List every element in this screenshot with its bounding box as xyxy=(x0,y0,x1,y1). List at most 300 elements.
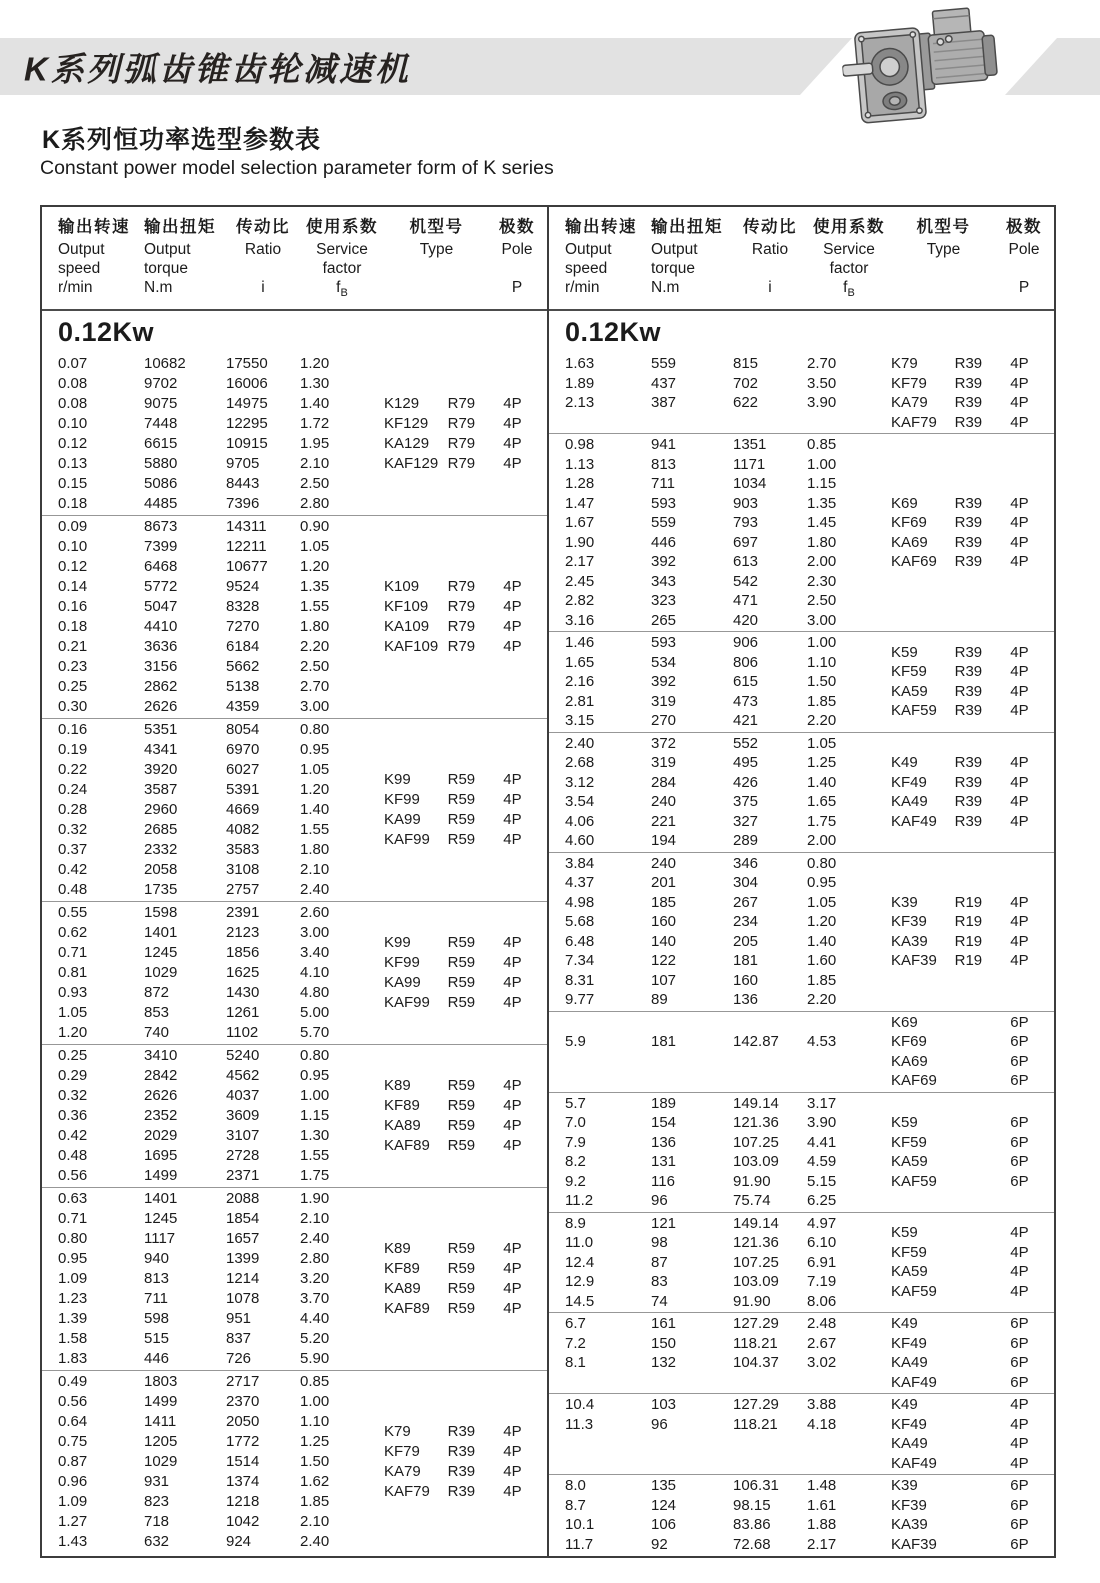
type-list xyxy=(891,1476,1054,1554)
type-name: KA129 xyxy=(384,435,430,452)
torque-value: 9702 xyxy=(144,375,178,392)
torque-value xyxy=(651,1373,733,1393)
column-header-speed xyxy=(58,218,144,309)
column-header-en: Output xyxy=(144,241,191,258)
ratio-value: 6027 xyxy=(226,761,260,778)
data-rows xyxy=(42,1372,384,1552)
service-factor-value: 1.55 xyxy=(300,1147,330,1164)
type-name: KAF79 xyxy=(384,1483,430,1500)
table-row xyxy=(565,494,891,514)
speed-value: 8.31 xyxy=(565,971,595,989)
torque-value xyxy=(651,1454,733,1474)
type-series: R19 xyxy=(954,932,983,950)
column-header-cn: 使用系数 xyxy=(306,218,378,236)
service-factor-value: 1.40 xyxy=(807,932,837,950)
table-header xyxy=(549,207,1054,311)
ratio-value: 1856 xyxy=(226,944,260,961)
column-header-cn: 输出转速 xyxy=(565,218,637,236)
speed-value: 1.20 xyxy=(58,1024,88,1041)
torque-value: 5772 xyxy=(144,578,178,595)
type-name: KA79 xyxy=(891,394,928,411)
data-block xyxy=(549,353,1054,433)
ratio-value: 2123 xyxy=(226,924,260,941)
type-row xyxy=(384,617,547,637)
type-series: R39 xyxy=(447,1443,476,1460)
pole-value: 4P xyxy=(503,638,522,655)
type-row xyxy=(891,413,1054,433)
type-name: K79 xyxy=(384,1423,411,1440)
speed-value: 1.13 xyxy=(565,455,595,473)
table-row xyxy=(58,1269,384,1289)
pole-value: 4P xyxy=(503,618,522,635)
pole-value: 4P xyxy=(1010,773,1029,791)
type-name: K59 xyxy=(891,643,918,661)
service-factor-value xyxy=(807,413,891,433)
type-row xyxy=(891,1152,1054,1172)
service-factor-value: 1.05 xyxy=(300,761,330,778)
table-row xyxy=(58,780,384,800)
service-factor-value: 5.70 xyxy=(300,1024,330,1041)
pole-value: 6P xyxy=(1010,1373,1029,1391)
type-row xyxy=(891,1535,1054,1555)
torque-value: 437 xyxy=(651,374,677,392)
type-row xyxy=(891,1373,1054,1393)
ratio-value: 2370 xyxy=(226,1393,260,1410)
table-row xyxy=(565,1535,891,1555)
type-name: KAF99 xyxy=(384,831,430,848)
type-series: R79 xyxy=(447,415,476,432)
type-series: R39 xyxy=(954,533,983,551)
ratio-value: 426 xyxy=(733,773,759,791)
type-name: KF49 xyxy=(891,1415,927,1433)
type-row xyxy=(384,454,547,474)
torque-value: 2842 xyxy=(144,1067,178,1084)
torque-value: 10682 xyxy=(144,355,186,372)
service-factor-value: 2.70 xyxy=(807,355,837,372)
pole-value: 4P xyxy=(1010,682,1029,700)
table-row xyxy=(58,1532,384,1552)
service-factor-value: 1.10 xyxy=(300,1413,330,1430)
type-name: KA99 xyxy=(384,974,421,991)
column-header-en2: factor xyxy=(829,260,869,277)
data-rows xyxy=(549,1314,891,1392)
speed-value xyxy=(565,1052,651,1072)
type-row xyxy=(384,1239,547,1259)
type-row xyxy=(891,1243,1054,1263)
ratio-value: 5240 xyxy=(226,1047,260,1064)
type-row xyxy=(384,1462,547,1482)
torque-value: 5086 xyxy=(144,475,178,492)
torque-value: 161 xyxy=(651,1315,677,1332)
service-factor-value: 2.80 xyxy=(300,495,330,512)
service-factor-value: 1.20 xyxy=(300,781,330,798)
type-name: KF99 xyxy=(384,954,420,971)
type-row xyxy=(891,792,1054,812)
torque-value: 3587 xyxy=(144,781,178,798)
torque-value: 823 xyxy=(144,1493,170,1510)
table-row xyxy=(565,1454,891,1474)
pole-value: 4P xyxy=(1010,932,1029,950)
type-row xyxy=(384,1422,547,1442)
torque-value: 1205 xyxy=(144,1433,178,1450)
speed-value: 2.40 xyxy=(565,734,595,752)
service-factor-value: 1.50 xyxy=(807,673,837,690)
torque-value: 1411 xyxy=(144,1413,177,1430)
speed-value: 8.0 xyxy=(565,1477,586,1494)
ratio-value: 1214 xyxy=(226,1270,260,1287)
table-right-half xyxy=(547,207,1054,1556)
type-list xyxy=(384,770,547,850)
speed-value: 0.12 xyxy=(58,435,88,452)
type-name: KF39 xyxy=(891,913,927,930)
table-row xyxy=(58,943,384,963)
pole-value: 4P xyxy=(503,831,522,848)
column-header-unit: r/min xyxy=(58,279,93,296)
ratio-value xyxy=(733,1434,807,1454)
torque-value: 1245 xyxy=(144,1210,178,1227)
table-left-half xyxy=(42,207,547,1556)
ratio-value: 91.90 xyxy=(733,1172,771,1190)
type-name: KAF59 xyxy=(891,702,937,720)
speed-value: 0.56 xyxy=(58,1393,88,1410)
ratio-value: 121.36 xyxy=(733,1234,779,1251)
speed-value: 14.5 xyxy=(565,1292,595,1310)
speed-value: 1.67 xyxy=(565,514,595,531)
type-list xyxy=(891,753,1054,831)
service-factor-value: 1.61 xyxy=(807,1496,837,1514)
torque-value: 194 xyxy=(651,832,677,849)
table-row xyxy=(565,1152,891,1172)
type-name: KF79 xyxy=(891,374,927,392)
service-factor-value: 1.30 xyxy=(300,375,330,392)
table-row xyxy=(565,951,891,971)
ratio-value: 181 xyxy=(733,952,759,969)
service-factor-value xyxy=(807,1071,891,1091)
column-header-en: Ratio xyxy=(244,241,282,258)
type-row xyxy=(384,597,547,617)
type-series: R79 xyxy=(447,455,476,472)
type-row xyxy=(891,1353,1054,1373)
type-list xyxy=(384,1239,547,1319)
service-factor-value: 1.05 xyxy=(300,538,330,555)
ratio-value: 5662 xyxy=(226,658,260,675)
pole-value: 4P xyxy=(503,1077,522,1094)
type-name: KAF49 xyxy=(891,1454,937,1472)
speed-value: 0.75 xyxy=(58,1433,88,1450)
table-row xyxy=(565,711,891,731)
column-header-en: Type xyxy=(419,241,454,258)
speed-value: 11.7 xyxy=(565,1535,594,1553)
table-row xyxy=(565,474,891,494)
speed-value: 0.48 xyxy=(58,1147,88,1164)
ratio-value: 1351 xyxy=(733,436,767,453)
service-factor-value: 1.00 xyxy=(807,455,837,473)
ratio-value: 951 xyxy=(226,1310,252,1327)
type-name: K99 xyxy=(384,771,411,788)
table-row xyxy=(58,1472,384,1492)
column-header-unit: P xyxy=(511,279,523,296)
data-rows xyxy=(42,720,384,900)
type-list xyxy=(384,1422,547,1502)
torque-value: 92 xyxy=(651,1535,668,1553)
table-row xyxy=(58,1003,384,1023)
ratio-value: 16006 xyxy=(226,375,268,392)
pole-value: 4P xyxy=(1010,1243,1029,1261)
type-row xyxy=(891,1496,1054,1516)
torque-value: 132 xyxy=(651,1354,677,1371)
type-row xyxy=(891,1071,1054,1091)
torque-value: 2058 xyxy=(144,861,178,878)
column-header-en: Output xyxy=(651,241,698,258)
type-name: KA99 xyxy=(384,811,421,828)
type-list xyxy=(891,893,1054,971)
type-name: K69 xyxy=(891,1013,918,1031)
service-factor-value: 0.85 xyxy=(807,436,837,453)
service-factor-value: 2.10 xyxy=(300,861,330,878)
table-row xyxy=(565,1214,891,1234)
type-row xyxy=(384,414,547,434)
ratio-value xyxy=(733,1013,807,1033)
service-factor-value: 1.50 xyxy=(300,1453,330,1470)
torque-value: 319 xyxy=(651,692,677,710)
type-series xyxy=(955,1113,1011,1133)
ratio-value: 8054 xyxy=(226,721,260,738)
table-row xyxy=(565,734,891,754)
type-name: K49 xyxy=(891,754,918,771)
table-row xyxy=(58,1452,384,1472)
service-factor-value: 1.05 xyxy=(807,734,837,752)
data-block xyxy=(549,1092,1054,1212)
type-series: R59 xyxy=(447,934,476,951)
torque-value: 106 xyxy=(651,1516,677,1533)
speed-value: 0.81 xyxy=(58,964,88,981)
ratio-value: 75.74 xyxy=(733,1192,771,1209)
column-header-unit: r/min xyxy=(565,279,600,296)
speed-value xyxy=(565,413,651,433)
data-rows xyxy=(549,435,891,630)
service-factor-value: 1.30 xyxy=(300,1127,330,1144)
table-row xyxy=(565,513,891,533)
type-series: R19 xyxy=(954,893,983,911)
torque-value: 201 xyxy=(651,874,677,891)
table-row xyxy=(58,557,384,577)
type-series: R39 xyxy=(954,514,983,531)
type-row xyxy=(891,1434,1054,1454)
speed-value xyxy=(565,1373,651,1393)
torque-value: 323 xyxy=(651,592,677,609)
column-header-service-factor xyxy=(807,218,891,309)
speed-value: 0.71 xyxy=(58,944,88,961)
service-factor-value: 1.35 xyxy=(300,578,330,595)
ratio-value: 136 xyxy=(733,991,759,1008)
ratio-value: 4562 xyxy=(226,1067,260,1084)
column-header-type xyxy=(891,218,996,309)
service-factor-value: 1.80 xyxy=(300,841,330,858)
speed-value: 0.80 xyxy=(58,1230,88,1247)
column-header-en2 xyxy=(384,259,489,278)
type-series: R19 xyxy=(954,952,983,969)
speed-value: 0.12 xyxy=(58,558,88,575)
type-row xyxy=(384,394,547,414)
table-row xyxy=(565,413,891,433)
type-name: KAF49 xyxy=(891,812,937,830)
torque-value: 150 xyxy=(651,1334,677,1352)
type-series: R59 xyxy=(447,994,476,1011)
table-row xyxy=(58,1432,384,1452)
pole-value: 4P xyxy=(503,1137,522,1154)
ratio-value: 906 xyxy=(733,634,759,651)
type-name: KF69 xyxy=(891,514,927,531)
table-row xyxy=(58,1046,384,1066)
table-row xyxy=(58,414,384,434)
speed-value: 2.16 xyxy=(565,673,595,690)
torque-value: 160 xyxy=(651,913,677,930)
ratio-value: 1171 xyxy=(733,455,766,473)
pole-value: 4P xyxy=(503,1260,522,1277)
type-series xyxy=(955,1535,1011,1555)
table-row xyxy=(58,860,384,880)
speed-value: 0.42 xyxy=(58,861,88,878)
speed-value: 0.37 xyxy=(58,841,88,858)
speed-value: 8.1 xyxy=(565,1354,586,1371)
service-factor-value: 0.95 xyxy=(300,741,330,758)
torque-value: 941 xyxy=(651,436,677,453)
ratio-value: 1078 xyxy=(226,1290,260,1307)
table-row xyxy=(565,1292,891,1312)
torque-value: 559 xyxy=(651,355,677,372)
service-factor-value: 1.40 xyxy=(300,395,330,412)
service-factor-value: 2.30 xyxy=(807,572,837,590)
ratio-value: 5391 xyxy=(226,781,260,798)
data-block xyxy=(549,1393,1054,1474)
ratio-value: 304 xyxy=(733,874,759,891)
service-factor-value: 1.20 xyxy=(300,355,330,372)
service-factor-value: 2.20 xyxy=(807,991,837,1008)
ratio-value xyxy=(733,1052,807,1072)
type-series: R39 xyxy=(954,793,983,810)
data-rows xyxy=(42,354,384,514)
service-factor-value: 1.85 xyxy=(807,692,837,710)
ratio-value: 1218 xyxy=(226,1493,260,1510)
speed-value: 0.23 xyxy=(58,658,88,675)
table-row xyxy=(58,1329,384,1349)
service-factor-value: 0.80 xyxy=(300,721,330,738)
service-factor-value: 3.00 xyxy=(300,924,330,941)
type-name: K59 xyxy=(891,1114,918,1131)
speed-value: 0.22 xyxy=(58,761,88,778)
service-factor-value: 1.40 xyxy=(807,773,837,791)
torque-value: 559 xyxy=(651,514,677,531)
speed-value: 0.13 xyxy=(58,455,88,472)
speed-value: 7.9 xyxy=(565,1133,586,1151)
type-name: KF89 xyxy=(384,1260,420,1277)
ratio-value: 1625 xyxy=(226,964,260,981)
speed-value: 0.25 xyxy=(58,678,88,695)
speed-value: 0.18 xyxy=(58,495,88,512)
type-list xyxy=(891,1395,1054,1473)
service-factor-value: 1.00 xyxy=(300,1087,330,1104)
table-row xyxy=(565,1434,891,1454)
service-factor-value: 3.88 xyxy=(807,1396,837,1413)
table-row xyxy=(58,923,384,943)
torque-value: 3920 xyxy=(144,761,178,778)
type-series: R39 xyxy=(954,812,983,830)
torque-value xyxy=(651,413,733,433)
torque-value: 392 xyxy=(651,553,677,570)
speed-value: 0.42 xyxy=(58,1127,88,1144)
service-factor-value: 4.53 xyxy=(807,1033,837,1050)
ratio-value: 106.31 xyxy=(733,1477,779,1494)
table-row xyxy=(565,455,891,475)
type-name: K109 xyxy=(384,578,420,595)
type-name: KA69 xyxy=(891,533,928,551)
data-block xyxy=(549,433,1054,631)
type-row xyxy=(891,951,1054,971)
type-row xyxy=(891,932,1054,952)
type-series: R39 xyxy=(954,773,983,791)
ratio-value: 98.15 xyxy=(733,1496,771,1514)
data-rows xyxy=(549,1094,891,1211)
type-name: K89 xyxy=(384,1077,411,1094)
table-row xyxy=(58,1249,384,1269)
torque-value: 6468 xyxy=(144,558,178,575)
pole-value: 6P xyxy=(1010,1354,1029,1371)
pole-value: 6P xyxy=(1010,1496,1029,1514)
speed-value: 1.09 xyxy=(58,1493,88,1510)
data-rows xyxy=(549,1476,891,1554)
type-series: R39 xyxy=(954,553,983,570)
type-name: KAF59 xyxy=(891,1282,937,1300)
torque-value: 89 xyxy=(651,991,668,1008)
type-row xyxy=(891,1172,1054,1192)
torque-value: 1499 xyxy=(144,1393,178,1410)
type-name: K99 xyxy=(384,934,411,951)
table-row xyxy=(58,1209,384,1229)
pole-value: 6P xyxy=(1010,1315,1029,1332)
pole-value: 4P xyxy=(503,1117,522,1134)
type-name: KA59 xyxy=(891,682,928,700)
table-row xyxy=(565,753,891,773)
speed-value: 0.18 xyxy=(58,618,88,635)
torque-value: 1499 xyxy=(144,1167,178,1184)
type-name: KF59 xyxy=(891,663,927,681)
torque-value: 387 xyxy=(651,394,677,411)
ratio-value: 1034 xyxy=(733,475,767,492)
ratio-value: 2728 xyxy=(226,1147,260,1164)
pole-value: 4P xyxy=(1010,374,1029,392)
speed-value: 0.32 xyxy=(58,1087,88,1104)
ratio-value: 2088 xyxy=(226,1190,260,1207)
torque-value: 98 xyxy=(651,1234,668,1251)
column-header-en2 xyxy=(226,259,300,278)
ratio-value: 903 xyxy=(733,494,759,512)
type-series: R79 xyxy=(447,598,476,615)
type-name: KF69 xyxy=(891,1033,927,1050)
type-series: R39 xyxy=(954,702,983,720)
torque-value: 4485 xyxy=(144,495,178,512)
ratio-value: 6970 xyxy=(226,741,260,758)
service-factor-value: 1.25 xyxy=(807,754,837,771)
type-row xyxy=(384,830,547,850)
speed-value: 7.2 xyxy=(565,1334,586,1352)
data-block xyxy=(549,1312,1054,1393)
ratio-value: 615 xyxy=(733,673,759,690)
data-rows xyxy=(549,1395,891,1473)
ratio-value: 149.14 xyxy=(733,1214,779,1232)
pole-value: 4P xyxy=(1010,1263,1029,1281)
speed-value: 4.60 xyxy=(565,832,595,849)
table-row xyxy=(565,812,891,832)
